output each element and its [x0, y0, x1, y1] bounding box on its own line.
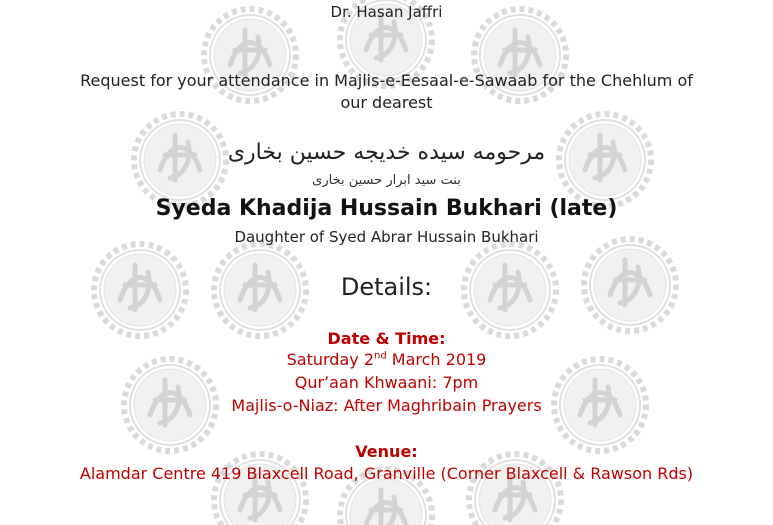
- request-line-2: our dearest: [340, 93, 433, 112]
- event-date: [0, 350, 773, 369]
- event-date-ordinal: nd: [374, 350, 387, 362]
- event-date-prefix: Saturday 2: [286, 350, 374, 369]
- deceased-name: Syeda Khadija Hussain Bukhari (late): [155, 196, 618, 221]
- majlis-time: Majlis-o-Niaz: After Maghribain Prayers: [231, 396, 542, 415]
- invitation-request: [0, 70, 773, 114]
- urdu-parent: بنت سید ابرار حسین بخاری: [312, 173, 461, 188]
- datetime-heading: Date & Time:: [327, 329, 446, 348]
- venue-heading: Venue:: [355, 442, 418, 461]
- urdu-name: مرحومه سیده خدیجه حسین بخاری: [227, 140, 546, 165]
- venue-address: Alamdar Centre 419 Blaxcell Road, Granville (Corner Blaxcell & Rawson Rds): [79, 464, 694, 483]
- quran-khwani-time: Qur’aan Khwaani: 7pm: [294, 373, 479, 392]
- event-date-suffix: March 2019: [386, 350, 487, 369]
- deceased-parent: Daughter of Syed Abrar Hussain Bukhari: [234, 228, 539, 246]
- host-name: Dr. Hasan Jaffri: [330, 3, 443, 21]
- details-heading: Details:: [340, 273, 433, 301]
- request-line-1: Request for your attendance in Majlis-e-Eesaal-e-Sawaab for the Chehlum of: [80, 71, 693, 90]
